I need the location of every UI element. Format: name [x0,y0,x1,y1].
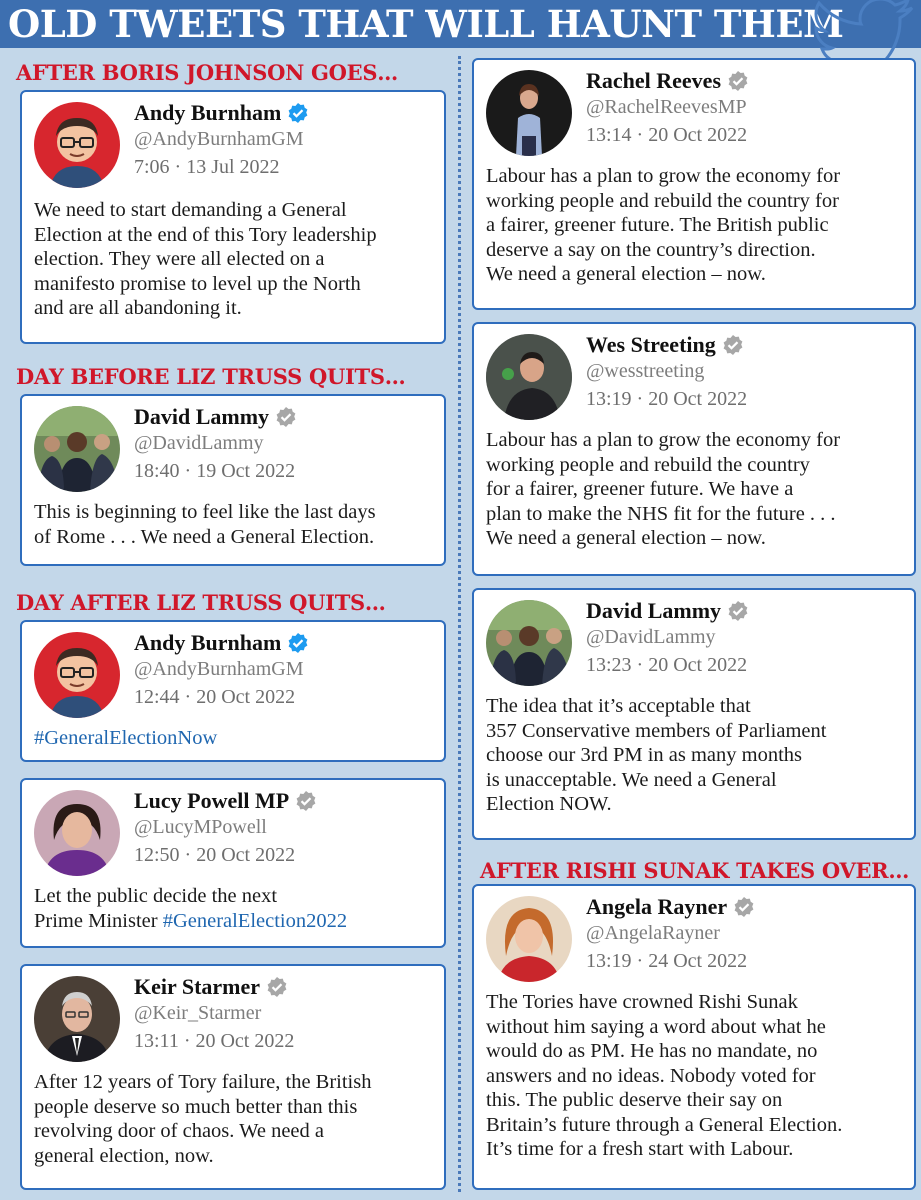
author-name: Wes Streeting [586,332,716,357]
verified-badge-icon [727,600,749,622]
avatar [486,334,572,420]
verified-badge-icon [275,406,297,428]
author-handle: @DavidLammy [134,432,264,454]
avatar [34,102,120,188]
cartoon-avatar-icon [34,102,120,188]
verified-badge-icon [287,102,309,124]
avatar [34,976,120,1062]
tweet-date: 7:06 · 13 Jul 2022 [134,156,280,178]
tweet-card [472,58,916,310]
author-handle: @AndyBurnhamGM [134,658,304,680]
tweet-text: We need to start demanding a General Election at the end of this Tory leadership election. They were all elected on a manifesto promise to level up the North and are all abandoning it. [34,199,377,319]
author-handle: @LucyMPowell [134,816,267,838]
verified-badge-icon [266,976,288,998]
photo-avatar-icon [486,334,572,420]
section-day-after-truss: DAY AFTER LIZ TRUSS QUITS… [16,590,386,615]
author-handle: @AngelaRayner [586,922,720,944]
author-name: David Lammy [134,404,270,429]
tweet-date: 12:50 · 20 Oct 2022 [134,844,296,866]
tweet-card [20,394,446,566]
tweet-text: Labour has a plan to grow the economy for working people and rebuild the country for a fairer, greener future. The British public deserve a say on the country’s direction. We need a general election – now. [486,165,841,285]
photo-avatar-icon [486,70,572,156]
tweet-card [472,588,916,840]
photo-avatar-icon [34,790,120,876]
author-name: Andy Burnham [134,630,282,655]
photo-avatar-icon [486,896,572,982]
verified-badge-icon [722,334,744,356]
tweet-date: 13:11 · 20 Oct 2022 [134,1030,295,1052]
tweet-text: Labour has a plan to grow the economy for working people and rebuild the country for a fairer, greener future. We have a plan to make the NHS fit for the future . . . We need a general election – now. [486,429,841,549]
author-handle: @AndyBurnhamGM [134,128,304,150]
verified-badge-icon [727,70,749,92]
avatar [486,896,572,982]
tweet-date: 13:19 · 20 Oct 2022 [586,388,748,410]
tweet-date: 13:14 · 20 Oct 2022 [586,124,748,146]
verified-badge-icon [733,896,755,918]
tweet-text: After 12 years of Tory failure, the British people deserve so much better than this revolving door of chaos. We need a general election, now. [34,1071,372,1167]
cartoon-avatar-icon [34,632,120,718]
avatar [34,406,120,492]
verified-badge-icon [295,790,317,812]
section-day-before-truss: DAY BEFORE LIZ TRUSS QUITS… [16,364,406,389]
avatar [486,70,572,156]
headline-banner [0,0,921,48]
photo-avatar-icon [34,406,120,492]
tweet-text: Let the public decide the next Prime Minister #GeneralElection2022 [34,885,348,932]
tweet-text: The idea that it’s acceptable that 357 Conservative members of Parliament choose our 3rd PM in as many months is unacceptable. We need a General Election NOW. [486,695,827,815]
tweet-text [34,726,436,751]
author-name: Andy Burnham [134,100,282,125]
author-handle: @RachelReevesMP [586,96,747,118]
headline: OLD TWEETS THAT WILL HAUNT THEM [8,2,844,46]
tweet-card [472,884,916,1190]
section-after-sunak: AFTER RISHI SUNAK TAKES OVER… [480,858,910,883]
tweet-card [20,964,446,1190]
author-name: Lucy Powell MP [134,788,290,813]
tweet-card [472,322,916,576]
tweet-date: 18:40 · 19 Oct 2022 [134,460,296,482]
avatar [34,790,120,876]
author-handle: @DavidLammy [586,626,716,648]
hashtag-link[interactable]: #GeneralElection2022 [162,909,348,932]
author-name: Angela Rayner [586,894,728,919]
hashtag-link[interactable]: #GeneralElectionNow [34,727,218,749]
author-name: David Lammy [586,598,722,623]
tweet-card [20,778,446,948]
author-handle: @wesstreeting [586,360,705,382]
tweet-card [20,90,446,344]
tweet-date: 12:44 · 20 Oct 2022 [134,686,296,708]
section-after-boris: AFTER BORIS JOHNSON GOES… [16,60,398,85]
author-handle: @Keir_Starmer [134,1002,262,1024]
author-name: Keir Starmer [134,974,261,999]
avatar [486,600,572,686]
tweet-card [20,620,446,762]
column-divider [458,56,461,1192]
tweet-text: This is beginning to feel like the last days of Rome . . . We need a General Election. [34,501,376,548]
tweet-date: 13:19 · 24 Oct 2022 [586,950,748,972]
avatar [34,632,120,718]
author-name: Rachel Reeves [586,68,722,93]
tweet-text: The Tories have crowned Rishi Sunak without him saying a word about what he would do as PM. He has no mandate, no answers and no ideas. Nobody voted for this. The public deserve their say on Britain’s future through a General Election. It’s time for a fresh start with Labour. [486,991,843,1160]
photo-avatar-icon [486,600,572,686]
verified-badge-icon [287,632,309,654]
tweet-date: 13:23 · 20 Oct 2022 [586,654,748,676]
photo-avatar-icon [34,976,120,1062]
